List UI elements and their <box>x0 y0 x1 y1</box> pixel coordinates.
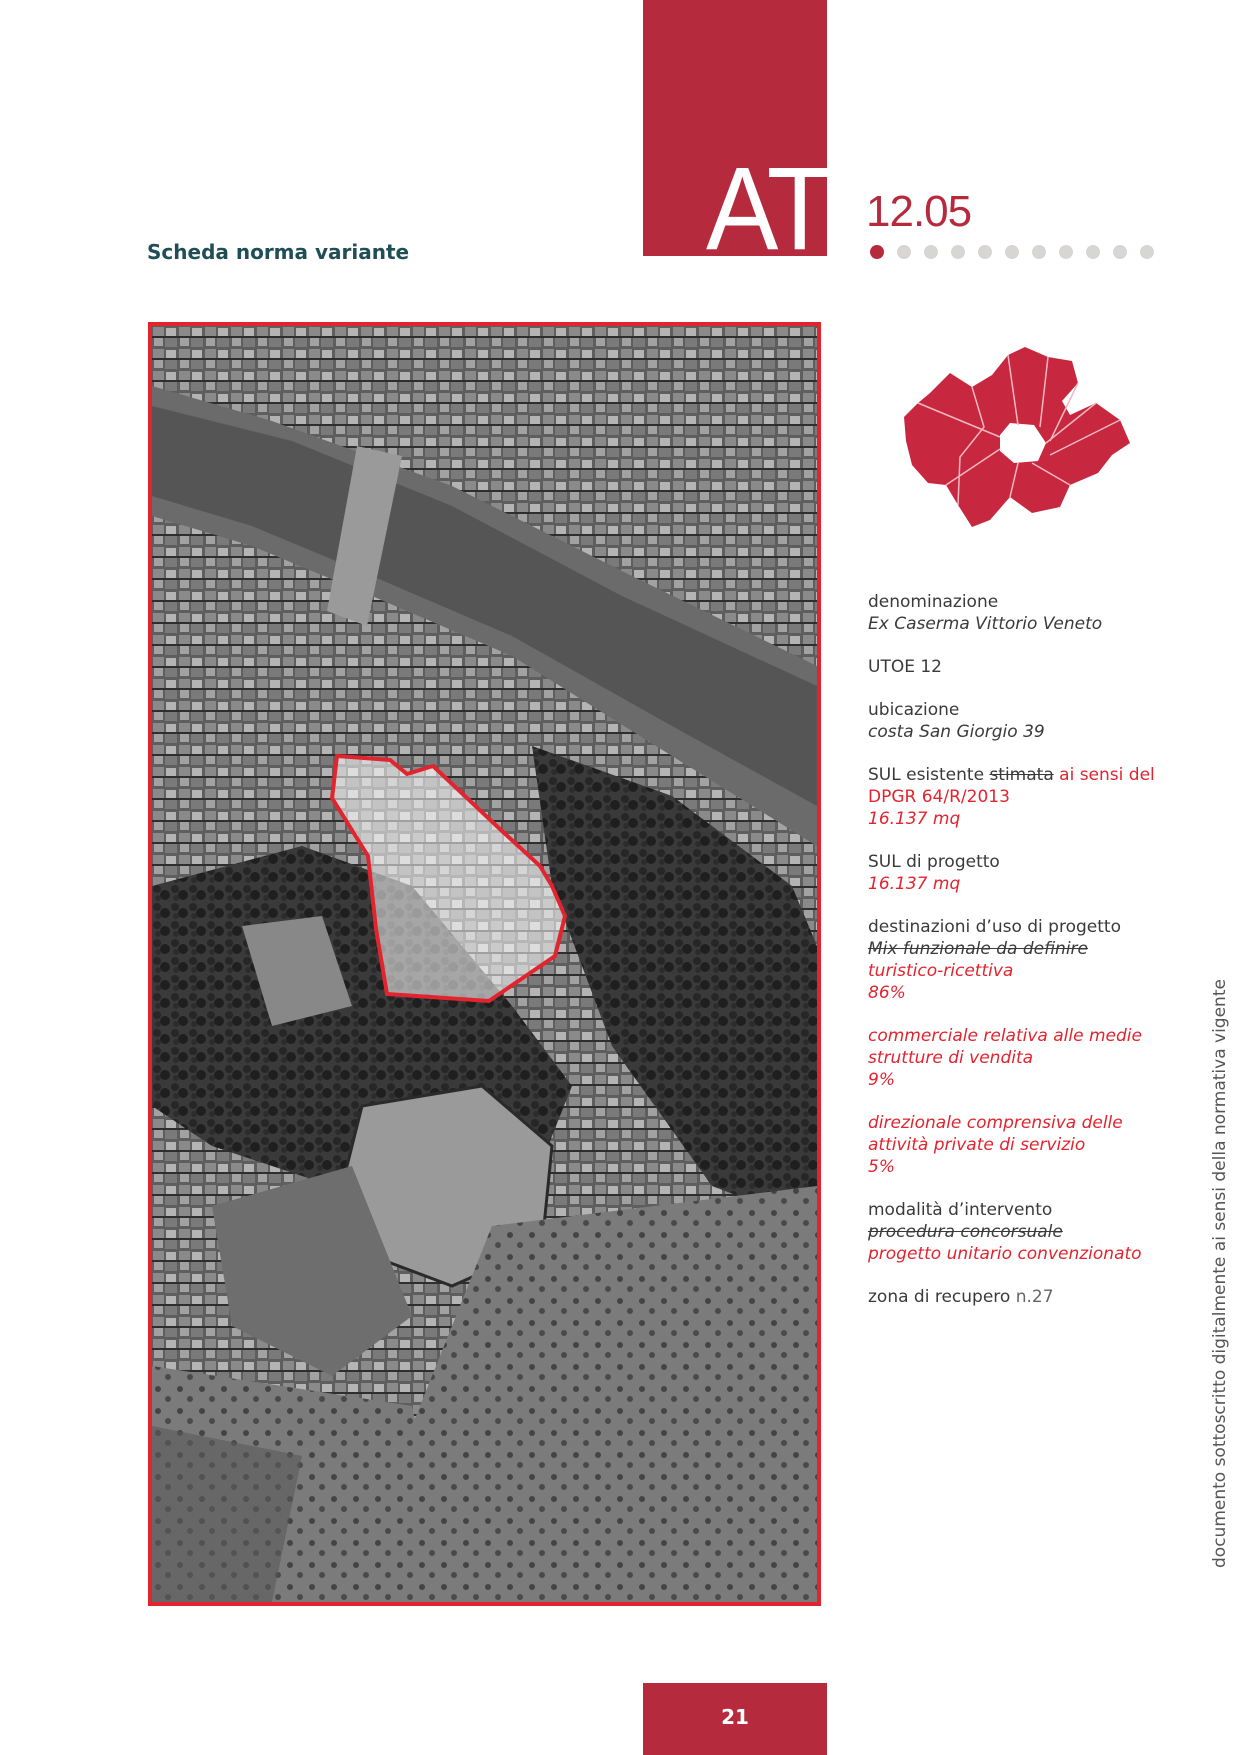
progress-dots <box>870 245 1154 259</box>
progress-dot <box>1140 245 1154 259</box>
utoe-label: UTOE 12 <box>868 657 942 677</box>
use-2-line2: strutture di vendita <box>868 1048 1034 1068</box>
zona-label: zona di recupero <box>868 1287 1011 1307</box>
progress-dot <box>1005 245 1019 259</box>
progress-dot <box>1086 245 1100 259</box>
progress-dot <box>897 245 911 259</box>
info-panel <box>868 591 1168 1329</box>
sul-progetto-label: SUL di progetto <box>868 852 1000 872</box>
sul-esistente-struck: stimata <box>989 765 1054 785</box>
progress-dot <box>951 245 965 259</box>
destinazioni-struck: Mix funzionale da definire <box>868 939 1089 959</box>
sul-progetto-value: 16.137 mq <box>868 874 961 894</box>
modalita-value: progetto unitario convenzionato <box>868 1244 1142 1264</box>
modalita-struck: procedura concorsuale <box>868 1222 1063 1242</box>
denominazione-label: denominazione <box>868 592 999 612</box>
district-locator-map <box>900 345 1140 530</box>
progress-dot <box>924 245 938 259</box>
page-subtitle: Scheda norma variante <box>147 240 410 264</box>
aerial-photo <box>152 326 817 1602</box>
sheet-number: 12.05 <box>866 187 972 236</box>
sul-esistente-added-1: ai sensi del <box>1059 765 1155 785</box>
aerial-map <box>148 322 821 1606</box>
modalita-label: modalità d’intervento <box>868 1200 1053 1220</box>
use-3-pct: 5% <box>868 1157 895 1177</box>
zona-value: n.27 <box>1015 1287 1054 1307</box>
use-1-line1: turistico-ricettiva <box>868 961 1014 981</box>
destinazioni-label: destinazioni d’uso di progetto <box>868 917 1121 937</box>
use-1-pct: 86% <box>868 983 906 1003</box>
progress-dot <box>978 245 992 259</box>
use-3-line1: direzionale comprensiva delle <box>868 1113 1123 1133</box>
digital-signature-note: documento sottoscritto digitalmente ai sensi della normativa vigente <box>1210 979 1230 1568</box>
progress-dot <box>1032 245 1046 259</box>
use-2-pct: 9% <box>868 1070 895 1090</box>
footer-block <box>643 1683 827 1755</box>
ubicazione-value: costa San Giorgio 39 <box>868 722 1045 742</box>
denominazione-value: Ex Caserma Vittorio Veneto <box>868 614 1103 634</box>
page-number: 21 <box>721 1705 749 1729</box>
progress-dot <box>1113 245 1127 259</box>
use-2-line1: commerciale relativa alle medie <box>868 1026 1142 1046</box>
progress-dot <box>870 245 884 259</box>
ubicazione-label: ubicazione <box>868 700 960 720</box>
section-code: AT <box>706 143 830 275</box>
progress-dot <box>1059 245 1073 259</box>
use-3-line2: attività private di servizio <box>868 1135 1086 1155</box>
sul-esistente-value: 16.137 mq <box>868 809 961 829</box>
sul-esistente-added-2: DPGR 64/R/2013 <box>868 787 1010 807</box>
sul-esistente-label: SUL esistente <box>868 765 985 785</box>
